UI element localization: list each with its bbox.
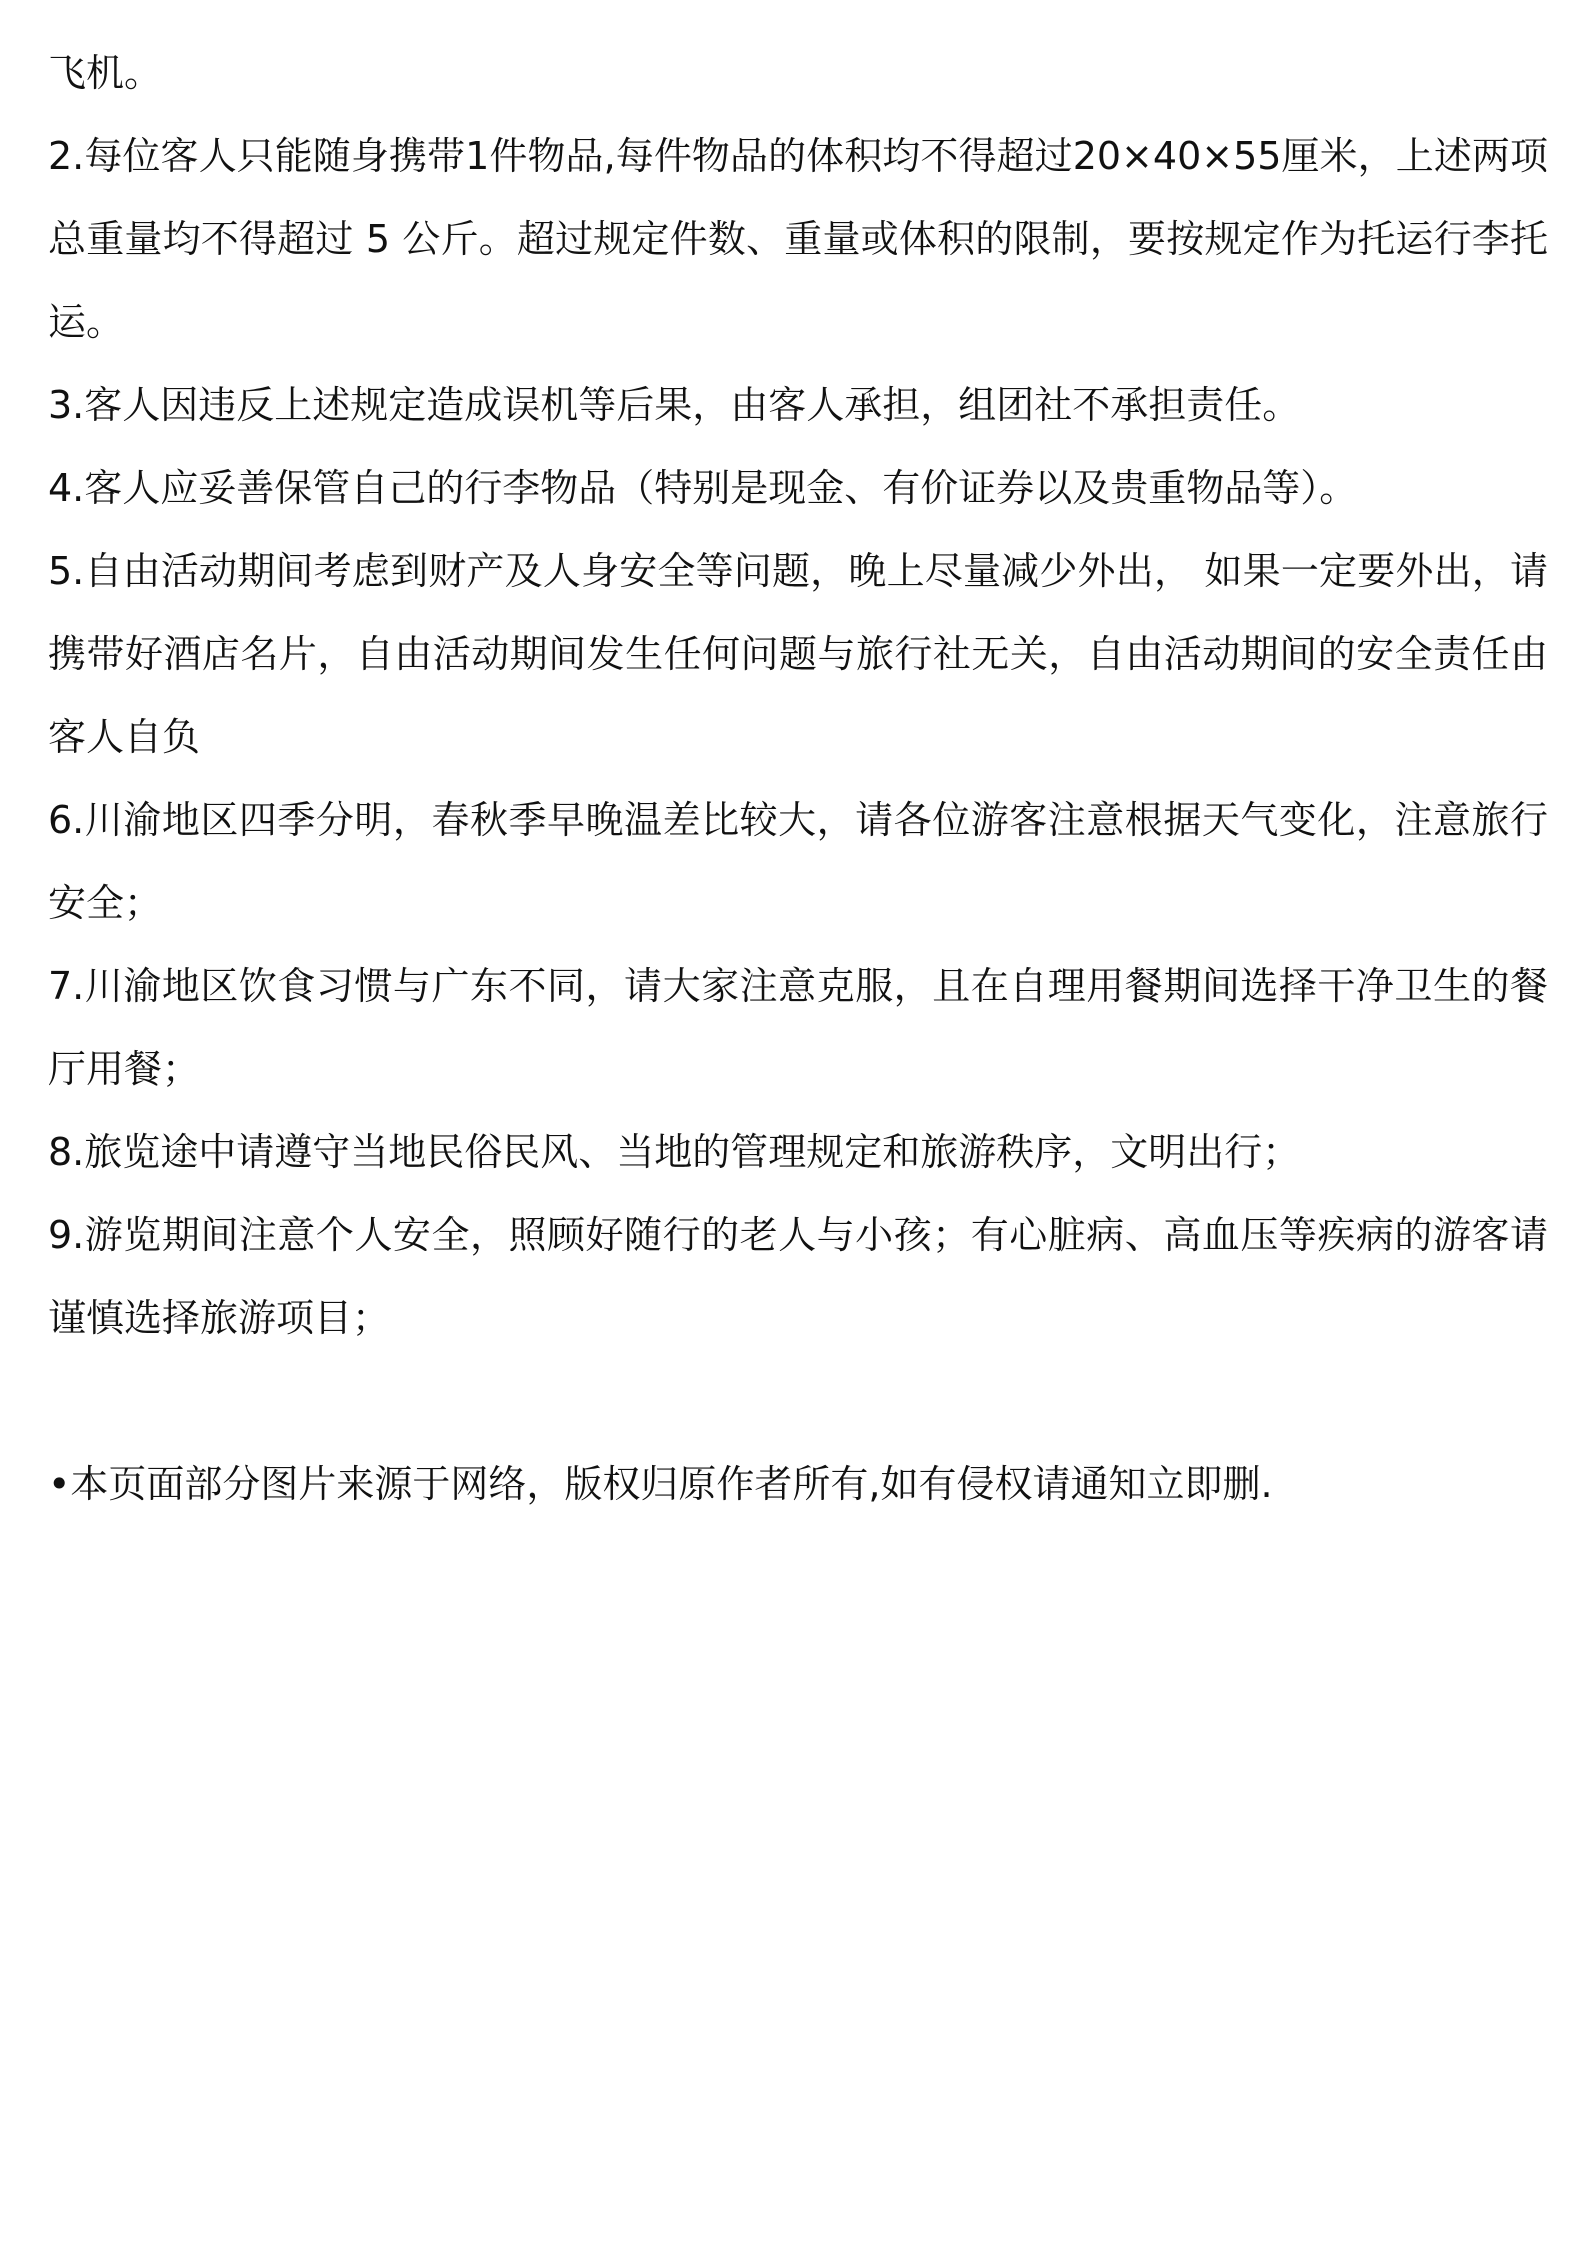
paragraph-carry-on-rule: 2.每位客人只能随身携带1件物品,每件物品的体积均不得超过20×40×55厘米，上述两项总重量均不得超过 5 公斤。超过规定件数、重量或体积的限制，要按规定作为托运行李托运。 (48, 134, 1548, 344)
paragraph-weather: 6.川渝地区四季分明，春秋季早晚温差比较大，请各位游客注意根据天气变化，注意旅行安全； (48, 798, 1548, 925)
paragraph-personal-safety: 9.游览期间注意个人安全，照顾好随行的老人与小孩；有心脏病、高血压等疾病的游客请谨慎选择旅游项目； (48, 1213, 1548, 1340)
paragraph-diet: 7.川渝地区饮食习惯与广东不同，请大家注意克服，且在自理用餐期间选择干净卫生的餐厅用餐； (48, 964, 1548, 1091)
paragraph-missed-flight: 3.客人因违反上述规定造成误机等后果，由客人承担，组团社不承担责任。 (48, 383, 1301, 427)
paragraph-local-customs: 8.旅览途中请遵守当地民俗民风、当地的管理规定和旅游秩序，文明出行； (48, 1130, 1301, 1174)
paragraph-belongings: 4.客人应妥善保管自己的行李物品（特别是现金、有价证券以及贵重物品等）。 (48, 466, 1358, 510)
paragraph-flight-end: 飞机。 (48, 51, 163, 95)
document-body (48, 32, 1548, 1526)
copyright-note: •本页面部分图片来源于网络，版权归原作者所有,如有侵权请通知立即删. (48, 1462, 1273, 1506)
paragraph-free-time-safety: 5.自由活动期间考虑到财产及人身安全等问题，晚上尽量减少外出， 如果一定要外出，请携带好酒店名片，自由活动期间发生任何问题与旅行社无关，自由活动期间的安全责任由客人自负 (48, 549, 1548, 759)
